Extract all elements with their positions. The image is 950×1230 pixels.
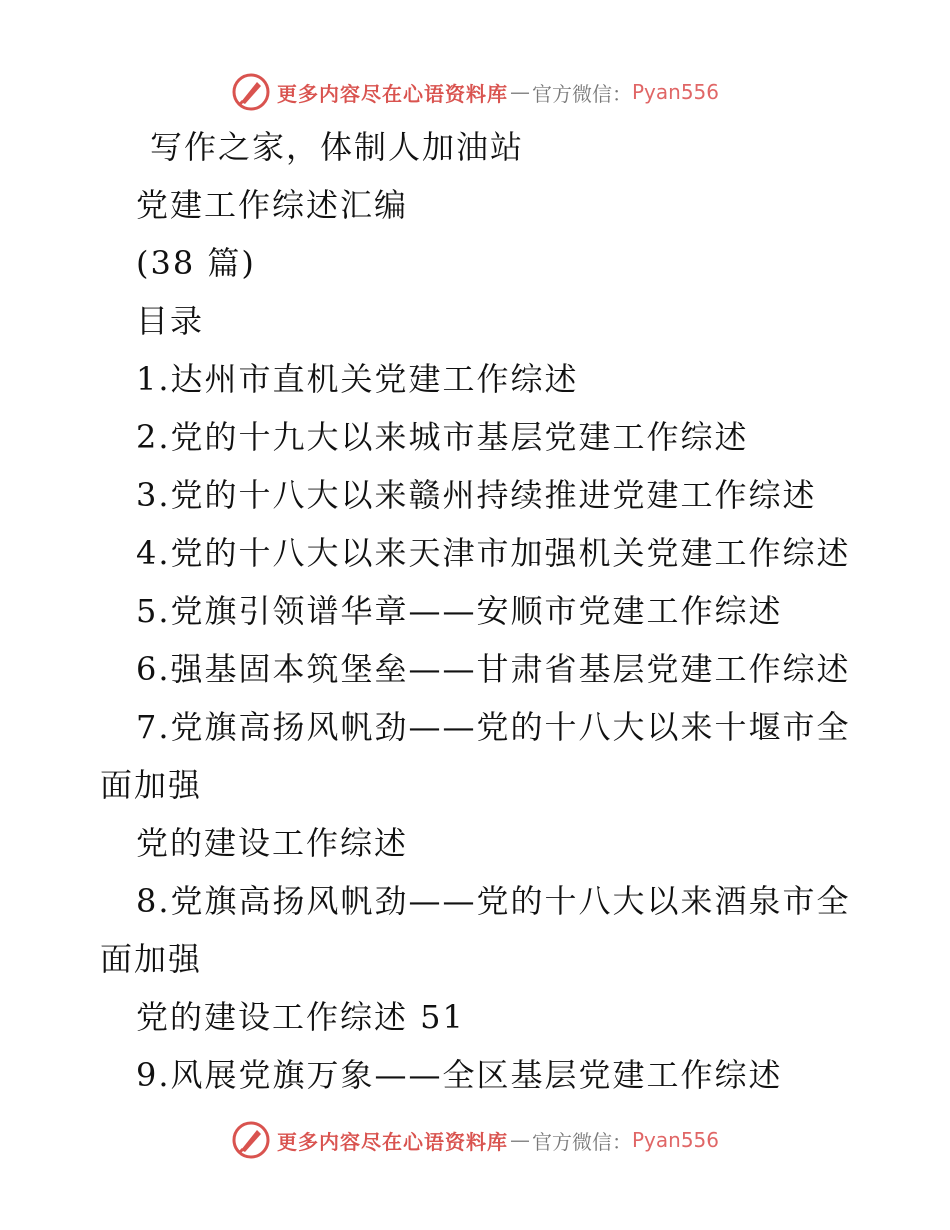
header-watermark [0, 70, 950, 114]
document-count: (38 篇) [136, 244, 256, 282]
toc-item: 8.党旗高扬风帆劲——党的十八大以来酒泉市全 [136, 882, 851, 920]
document-title: 党建工作综述汇编 [136, 186, 409, 224]
toc-item: 1.达州市直机关党建工作综述 [136, 360, 579, 398]
toc-item: 2.党的十九大以来城市基层党建工作综述 [136, 418, 749, 456]
toc-item: 6.强基固本筑堡垒——甘肃省基层党建工作综述 [136, 650, 851, 688]
watermark-wechat-id: Pyan556 [631, 80, 719, 104]
watermark-dash: — [509, 80, 530, 104]
toc-item-wrap: 面加强 [100, 766, 203, 804]
footer-watermark [0, 1118, 950, 1162]
watermark-dash: — [509, 1128, 530, 1152]
header-line: 写作之家，体制人加油站 [150, 128, 525, 166]
toc-item: 3.党的十八大以来赣州持续推进党建工作综述 [136, 476, 817, 514]
document-body [100, 118, 860, 1104]
toc-item-continuation: 党的建设工作综述 [136, 824, 409, 862]
quill-pen-icon [231, 72, 271, 112]
toc-item-wrap: 面加强 [100, 940, 203, 978]
toc-heading: 目录 [136, 302, 205, 340]
toc-item-continuation: 党的建设工作综述 51 [136, 998, 465, 1036]
watermark-brand: 更多内容尽在心语资料库 [276, 81, 508, 106]
watermark-label: 官方微信： [531, 81, 632, 106]
toc-item: 4.党的十八大以来天津市加强机关党建工作综述 [136, 534, 851, 572]
watermark-brand: 更多内容尽在心语资料库 [276, 1129, 508, 1154]
quill-pen-icon [231, 1120, 271, 1160]
watermark-wechat-id: Pyan556 [631, 1128, 719, 1152]
toc-item: 7.党旗高扬风帆劲——党的十八大以来十堰市全 [136, 708, 851, 746]
watermark-label: 官方微信： [531, 1129, 632, 1154]
toc-item: 5.党旗引领谱华章——安顺市党建工作综述 [136, 592, 783, 630]
toc-item: 9.风展党旗万象——全区基层党建工作综述 [136, 1056, 783, 1094]
